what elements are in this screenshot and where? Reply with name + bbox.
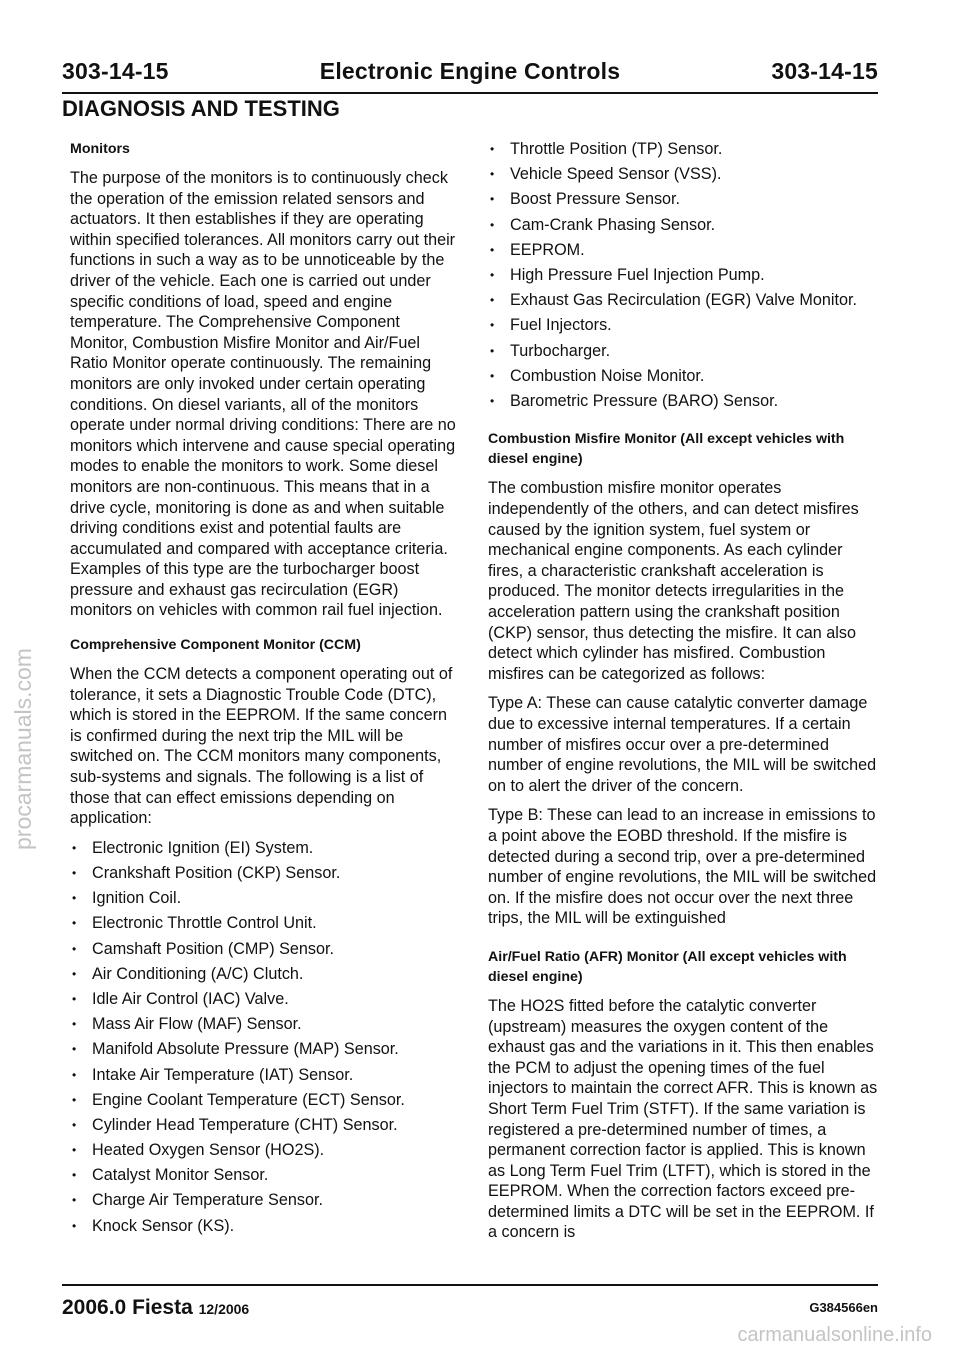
list-item: • Ignition Coil. [70, 888, 460, 909]
misfire-monitor-paragraph: The combustion misfire monitor operates independently of the others, and can detect misfires caused by the ignition system, fuel system or mechanical engine components. As each cylinder fires, a characteristic crankshaft acceleration is produced. The monitor detects irregularities in the acceleration pattern using the crankshaft position (CKP) sensor, thus detecting the misfire. It can also detect which cylinder has misfired. Combustion misfires can be categorized as follows: [488, 479, 859, 683]
list-item: • Exhaust Gas Recirculation (EGR) Valve Monitor. [488, 290, 880, 311]
list-item: • Mass Air Flow (MAF) Sensor. [70, 1014, 460, 1035]
list-item: • Fuel Injectors. [488, 315, 880, 336]
list-item: • Heated Oxygen Sensor (HO2S). [70, 1140, 460, 1161]
afr-monitor-heading: Air/Fuel Ratio (AFR) Monitor (All except vehicles with diesel engine) [488, 948, 847, 985]
monitors-heading: Monitors [70, 141, 130, 157]
list-item: • Camshaft Position (CMP) Sensor. [70, 939, 460, 960]
list-item: • Cam-Crank Phasing Sensor. [488, 215, 880, 236]
afr-monitor-paragraph: The HO2S fitted before the catalytic converter (upstream) measures the oxygen content of the exhaust gas and the variations in it. This then enables the PCM to adjust the opening times of the fuel injectors to maintain the correct AFR. This is known as Short Term Fuel Trim (STFT). If the same variation is registered a pre-determined number of times, a permanent correction factor is applied. This is known as Long Term Fuel Trim (LTFT), which is stored in the EEPROM. When the correction factors exceed pre-determined limits a DTC will be set in the EEPROM. If a concern is [488, 996, 878, 1242]
page-header [62, 58, 878, 94]
misfire-type-a-paragraph: Type A: These can cause catalytic converter damage due to excessive internal temperatures. If a certain number of misfires occur over a pre-determined number of engine revolutions, the MIL will be switched on to alert the driver of the concern. [488, 694, 877, 795]
left-column [70, 139, 460, 1246]
footer-model [62, 1296, 249, 1320]
bottom-watermark: carmanualsonline.info [737, 1324, 932, 1346]
list-item: • Throttle Position (TP) Sensor. [488, 139, 880, 160]
list-item: • Combustion Noise Monitor. [488, 366, 880, 387]
header-page-number-left: 303-14-15 [62, 58, 169, 84]
footer-date: 12/2006 [198, 1301, 250, 1317]
ccm-component-list-continued [488, 139, 880, 411]
list-item: • Cylinder Head Temperature (CHT) Sensor. [70, 1115, 460, 1136]
page-footer [62, 1284, 878, 1319]
misfire-type-b-paragraph: Type B: These can lead to an increase in emissions to a point above the EOBD threshold. If the misfire is detected during a second trip, over a pre-determined number of engine revolutions, the MIL will be switched on. If the misfire does not occur over the next three trips, the MIL will be extinguished [488, 806, 877, 928]
list-item: • Electronic Throttle Control Unit. [70, 913, 460, 934]
footer-document-code: G384566en [809, 1300, 878, 1315]
list-item: • Crankshaft Position (CKP) Sensor. [70, 863, 460, 884]
list-item: • Intake Air Temperature (IAT) Sensor. [70, 1065, 460, 1086]
header-title: Electronic Engine Controls [319, 58, 621, 84]
right-column [488, 139, 880, 1252]
list-item: • Air Conditioning (A/C) Clutch. [70, 964, 460, 985]
list-item: • Knock Sensor (KS). [70, 1216, 460, 1237]
ccm-paragraph: When the CCM detects a component operating out of tolerance, it sets a Diagnostic Trouble Code (DTC), which is stored in the EEPROM. If the same concern is confirmed during the next trip the MIL will be switched on. The CCM monitors many components, sub-systems and signals. The following is a list of those that can effect emissions depending on application: [70, 665, 453, 828]
footer-model-name: 2006.0 Fiesta [62, 1296, 193, 1319]
list-item: • Charge Air Temperature Sensor. [70, 1190, 460, 1211]
list-item: • Electronic Ignition (EI) System. [70, 838, 460, 859]
list-item: • Boost Pressure Sensor. [488, 189, 880, 210]
monitors-paragraph: The purpose of the monitors is to continuously check the operation of the emission related sensors and actuators. It then establishes if they are operating within specified tolerances. All monitors carry out their functions in such a way as to be unnoticeable by the driver of the vehicle. Each one is carried out under specific conditions of load, speed and engine temperature. The Comprehensive Component Monitor, Combustion Misfire Monitor and Air/Fuel Ratio Monitor operate continuously. The remaining monitors are only invoked under certain operating conditions. On diesel variants, all of the monitors operate under normal driving conditions: There are no monitors which intervene and cause special operating modes to enable the monitors to work. Some diesel monitors are non-continuous. This means that in a drive cycle, monitoring is done as and when suitable driving conditions exist and potential faults are accumulated and compared with acceptance criteria. Examples of this type are the turbocharger boost pressure and exhaust gas recirculation (EGR) monitors on vehicles with common rail fuel injection. [70, 169, 456, 620]
list-item: • Vehicle Speed Sensor (VSS). [488, 164, 880, 185]
list-item: • Manifold Absolute Pressure (MAP) Sensor. [70, 1039, 460, 1060]
list-item: • Engine Coolant Temperature (ECT) Sensor. [70, 1090, 460, 1111]
list-item: • Barometric Pressure (BARO) Sensor. [488, 391, 880, 412]
list-item: • Idle Air Control (IAC) Valve. [70, 989, 460, 1010]
list-item: • Catalyst Monitor Sensor. [70, 1165, 460, 1186]
side-watermark [2, 560, 46, 850]
list-item: • High Pressure Fuel Injection Pump. [488, 265, 880, 286]
list-item: • Turbocharger. [488, 341, 880, 362]
side-watermark-text: procarmanuals.com [10, 648, 36, 850]
ccm-component-list [70, 838, 460, 1236]
misfire-monitor-heading: Combustion Misfire Monitor (All except vehicles with diesel engine) [488, 431, 845, 468]
list-item: • EEPROM. [488, 240, 880, 261]
header-page-number-right: 303-14-15 [771, 58, 878, 84]
ccm-heading: Comprehensive Component Monitor (CCM) [70, 637, 361, 654]
section-title: DIAGNOSIS AND TESTING [62, 96, 340, 121]
